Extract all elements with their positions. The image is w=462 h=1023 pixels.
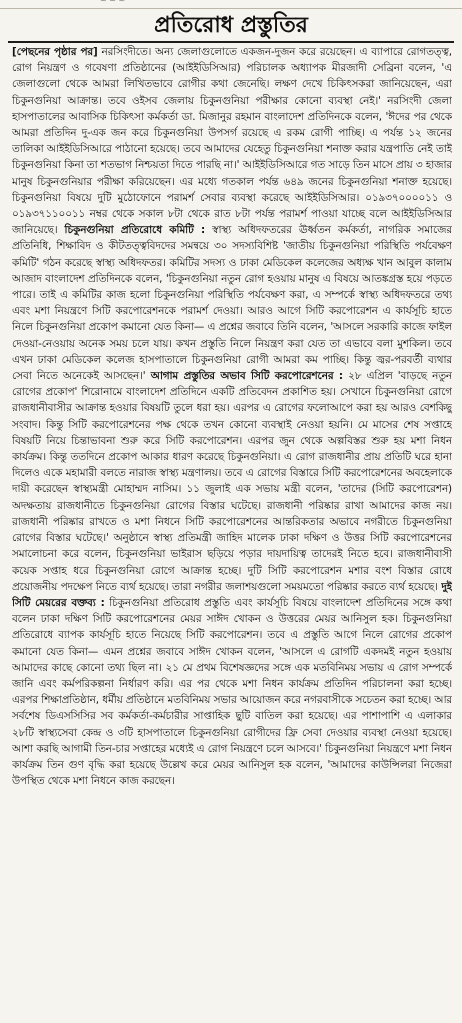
headline-divider	[8, 41, 454, 43]
previous-article-strip	[0, 0, 462, 9]
committee-paragraph: স্বাস্থ্য অধিদফতরের ঊর্ধ্বতন কর্মকর্তা, নাগরিক সমাজের প্রতিনিধি, শিক্ষাবিদ ও কীটতত্ত্ববিদদের সমন্বয়ে ৩০ সদস্যবিশিষ্ট 'জাতীয় চিকুনগুনিয়া পরিস্থিতি পর্যবেক্ষণ কমিটি' গঠন করেছে স্বাস্থ্য অধিদফতর। কমিটির সদস্য ও ঢাকা মেডিকেল কলেজের অধ্যক্ষ খান আবুল কালাম আজাদ বাংলাদেশ প্রতিদিনকে বলেন, 'চিকুনগুনিয়া নতুন রোগ হওয়ায় মানুষ এ বিষয়ে আতঙ্কগ্রস্ত হয়ে পড়তে পারে। তাই এ কমিটির কাজ হলো চিকুনগুনিয়া পরিস্থিতি পর্যবেক্ষণ করা, এ সম্পর্কে স্বাস্থ্য অধিদফতরে তথ্য এবং মশা নিয়ন্ত্রণে সিটি করপোরেশনকে পরামর্শ দেওয়া। আরও আগে সিটি করপোরেশন এ কার্যসূচি হাতে নিলে চিকুনগুনিয়া প্রকোপ কমানো যেত কিনা— এ প্রশ্নের জবাবে তিনি বলেন, 'আসলে সরকারি কাজে ফাইল দেওয়া-নেওয়ায় অনেক সময় চলে যায়। কখন প্রস্তুতি নিলে নিয়ন্ত্রণ করা যেত তা এভাবে বলা মুশকিল। তবে এখন ঢাকা মেডিকেল কলেজ হাসপাতালে চিকুনগুনিয়া রোগী আমরা কম পাচ্ছি। কিন্তু জ্বর-পরবর্তী ব্যথার সেবা নিতে অনেকেই আসছেন।'	[12, 224, 452, 383]
article-headline: প্রতিরোধ প্রস্তুতির	[154, 12, 308, 38]
mayors-paragraph: চিকুনগুনিয়া প্রতিরোধ প্রস্তুতি এবং কার্যসূচি বিষয়ে বাংলাদেশ প্রতিদিনের সঙ্গে কথা বলেন ঢাকা দক্ষিণ সিটি করপোরেশনের মেয়র সাঈদ খোকন ও উত্তরের মেয়র আনিসুল হক। চিকুনগুনিয়া প্রতিরোধে ব্যাপক কার্যসূচি হাতে নিয়েছে সিটি করপোরেশন। তবে এ প্রস্তুতি আগে নিলে রোগের প্রকোপ কমানো যেত কিনা— এমন প্রশ্নের জবাবে সাঈদ খোকন বলেন, 'আসলে এ রোগটি একদমই নতুন হওয়ায় আমাদের কাছে কোনো তথ্য ছিল না। ২১ মে প্রথম বিশেষজ্ঞদের সঙ্গে এক মতবিনিময় সভায় এ রোগ সম্পর্কে জানি এবং কর্মপরিকল্পনা নির্ধারণ করি। এর পর থেকে মশা নিধন কার্যক্রম প্রতিদিন পরিচালনা করা হচ্ছে। এরপর শিক্ষাপ্রতিষ্ঠান, ধর্মীয় প্রতিষ্ঠানে মতবিনিময় সভার আয়োজন করে নগরবাসীকে সচেতন করা হচ্ছে। আর সর্বশেষ ডিএসসিসির সব কর্মকর্তা-কর্মচারীর সাপ্তাহিক ছুটি বাতিল করা হয়েছে। এর পাশাপাশি এ এলাকার ২৮টি স্বাস্থ্যসেবা কেন্দ্র ও ৩টি হাসপাতালে চিকুনগুনিয়া রোগীদের ফ্রি সেবা দেওয়ার ব্যবস্থা নেওয়া হয়েছে। আশা করছি আগামী তিন-চার সপ্তাহের মধ্যেই এ রোগ নিয়ন্ত্রণে চলে আসবে।' চিকুনগুনিয়া নিয়ন্ত্রণে মশা নিধন কার্যক্রম তিন গুণ বৃদ্ধি করা হয়েছে উল্লেখ করে মেয়র আনিসুল হক বলেন, 'আমাদের কাউন্সিলরা নিজেরা উপস্থিত থেকে মশা নিধনে কাজ করছেন।	[12, 596, 452, 788]
subhead-committee: চিকুনগুনিয়া প্রতিরোধে কমিটি :	[64, 224, 206, 237]
previous-article-fragment: ~ ~ ~	[100, 0, 126, 5]
subhead-mayors: দুই সিটি মেয়রের বক্তব্য :	[12, 580, 452, 609]
article-body	[12, 44, 452, 1019]
subhead-city-corporation: আগাম প্রস্তুতির অভাব সিটি করপোরেশনের :	[150, 370, 343, 383]
continued-from-kicker: [পেছনের পৃষ্ঠার পর]	[12, 46, 98, 58]
article-text	[12, 44, 452, 789]
city-corporation-paragraph: ২৮ এপ্রিল 'বাড়ছে নতুন রোগের প্রকোপ' শিরোনামে বাংলাদেশ প্রতিদিনে একটি প্রতিবেদন প্রকাশিত হয়। সেখানে চিকুনগুনিয়া রোগে রাজধানীবাসীর আক্রান্ত হওয়ার বিষয়টি তুলে ধরা হয়। এরপর এ রোগের ফলোআপে করা হয় আরও বেশকিছু সংবাদ। কিন্তু সিটি করপোরেশনের পক্ষ থেকে তখন কোনো ব্যবস্থাই নেওয়া হয়নি। মে মাসের শেষ সপ্তাহে বিষয়টি নিয়ে চিন্তাভাবনা শুরু করে সিটি করপোরেশন। এরপর জুন থেকে অল্পবিস্তর শুরু হয় মশা নিধন কার্যক্রম। কিন্তু ততদিনে প্রকোপ আকার ধারণ করেছে চিকুনগুনিয়া। এ রোগ রাজধানীর প্রায় প্রতিটি ঘরে হানা দিলেও একে মহামারী বলতে নারাজ স্বাস্থ্য মন্ত্রণালয়। তবে এ রোগের বিস্তারে সিটি করপোরেশনের অবহেলাকে দায়ী করেছেন স্বাস্থ্যমন্ত্রী মোহাম্মদ নাসিম। ১১ জুলাই এক সভায় মন্ত্রী বলেন, 'তাদের (সিটি করপোরেশন) অদক্ষতায় রাজধানীতে চিকুনগুনিয়া রোগের বিস্তার ঘটেছে। রাজধানী পরিষ্কার রাখা আমাদের কাজ নয়। রাজধানী পরিষ্কার রাখতে ও মশা নিধনে সিটি করপোরেশনের আন্তরিকতার অভাবে নগরীতে চিকুনগুনিয়া রোগের বিস্তার ঘটেছে।' অনুষ্ঠানে স্বাস্থ্য প্রতিমন্ত্রী জাহিদ মালেক ঢাকা দক্ষিণ ও উত্তর সিটি করপোরেশনের সমালোচনা করে বলেন, চিকুনগুনিয়া ভাইরাস ছড়িয়ে পড়ার দায়দায়িত্ব তাদেরই নিতে হবে। রাজধানীবাসী কয়েক সপ্তাহ ধরে চিকুনগুনিয়া রোগে আক্রান্ত হচ্ছে। দুটি সিটি করপোরেশন মশার বংশ বিস্তার রোধে প্রয়োজনীয় পদক্ষেপ নিতে ব্যর্থ হয়েছে। তারা নগরীর জলাশয়গুলো সময়মতো পরিষ্কার করতে ব্যর্থ হয়েছে।	[12, 370, 452, 593]
intro-paragraph: নরসিংদীতে। অন্য জেলাগুলোতে একজন-দুজন করে রয়েছেন। এ ব্যাপারে রোগতত্ত্ব, রোগ নিয়ন্ত্রণ ও গবেষণা প্রতিষ্ঠানের (আইইডিসিআর) পরিচালক অধ্যাপক মীরজাদী সেব্রিনা বলেন, 'এ জেলাগুলো থেকে আমরা লিখিতভাবে রোগীর কথা জেনেছি। লক্ষণ দেখে চিকিৎসকরা জানিয়েছেন, এরা চিকুনগুনিয়া আক্রান্ত। তবে ওইসব জেলায় চিকুনগুনিয়া পরীক্ষার কোনো ব্যবস্থা নেই।' নরসিংদী জেলা হাসপাতালের আবাসিক চিকিৎসা কর্মকর্তা ডা. মিজানুর রহমান বাংলাদেশ প্রতিদিনকে বলেন, 'ঈদের পর থেকে আমরা প্রতিদিন দু-এক জন করে চিকুনগুনিয়া উপসর্গ রয়েছে এ রকম রোগী পাচ্ছি। এ পর্যন্ত ১২ জনের তালিকা আইইডিসিআরে পাঠানো হয়েছে। তবে আমাদের যেহেতু চিকুনগুনিয়া শনাক্ত করার যন্ত্রপাতি নেই তাই চিকুনগুনিয়া কিনা তা শতভাগ নিশ্চয়তা দিতে পারছি না।' আইইডিসিআরে গত সাড়ে তিন মাসে প্রায় ৩ হাজার মানুষ চিকুনগুনিয়ার পরীক্ষা করিয়েছেন। এর মধ্যে গতকাল পর্যন্ত ৬৪৯ জনের চিকুনগুনিয়া শনাক্ত হয়েছে। চিকুনগুনিয়া বিষয়ে দুটি মুঠোফোনে পরামর্শ সেবার ব্যবস্থা করেছে আইইডিসিআর। ০১৯৩৭০০০০১১ ও ০১৯৩৭১১০০১১ নম্বর থেকে সকাল ৮টা থেকে রাত ৮টা পর্যন্ত পরামর্শ পাওয়া যাচ্ছে বলে আইইডিসিআর জানিয়েছে।	[12, 46, 452, 237]
